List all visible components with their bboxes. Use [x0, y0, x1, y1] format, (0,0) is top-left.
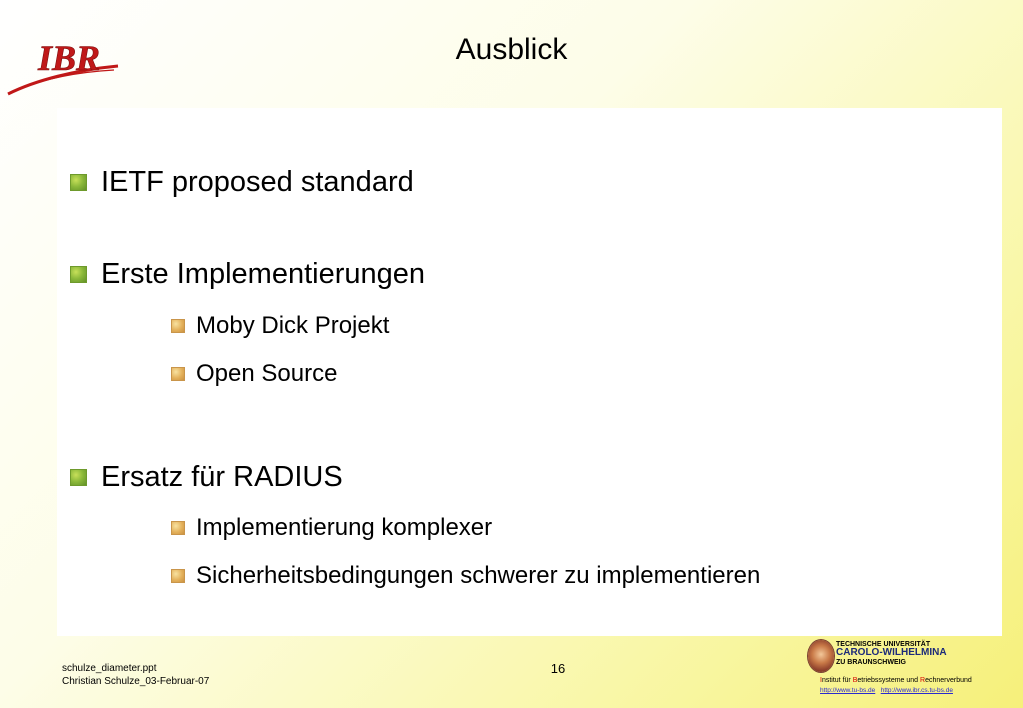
footer-filename: schulze_diameter.ppt	[62, 663, 157, 674]
sub-bullet-item	[171, 312, 389, 340]
sub-bullet-item	[171, 562, 760, 590]
footer-links	[820, 687, 953, 694]
tu-bs-link[interactable]: http://www.tu-bs.de	[820, 687, 876, 694]
square-bullet-icon	[70, 469, 87, 486]
university-line2: CAROLO-WILHELMINA	[836, 647, 947, 659]
footer-author-date: Christian Schulze_03-Februar-07	[62, 676, 210, 687]
bullet-text: Erste Implementierungen	[101, 258, 425, 290]
square-bullet-icon	[70, 174, 87, 191]
square-bullet-icon	[171, 367, 185, 381]
bullet-text: Moby Dick Projekt	[196, 312, 390, 339]
sub-bullet-item	[171, 360, 337, 388]
bullet-text: Ersatz für RADIUS	[101, 461, 343, 493]
university-name	[836, 641, 947, 666]
sub-bullet-item	[171, 514, 492, 542]
footer-info	[62, 662, 209, 688]
page-number: 16	[550, 661, 566, 676]
ibr-link[interactable]: http://www.ibr.cs.tu-bs.de	[880, 687, 953, 694]
square-bullet-icon	[171, 521, 185, 535]
bullet-item	[70, 166, 414, 199]
bullet-item	[70, 461, 343, 494]
bullet-text: Implementierung komplexer	[196, 514, 493, 541]
content-panel	[57, 108, 1002, 636]
university-line3: ZU BRAUNSCHWEIG	[836, 658, 906, 666]
square-bullet-icon	[70, 266, 87, 283]
bullet-text: IETF proposed standard	[101, 166, 414, 198]
university-seal-icon	[808, 640, 834, 672]
slide-title: Ausblick	[455, 33, 568, 66]
svg-text:IBR: IBR	[38, 38, 101, 78]
square-bullet-icon	[171, 319, 185, 333]
bullet-text: Sicherheitsbedingungen schwerer zu implementieren	[196, 562, 761, 589]
university-line1: TECHNISCHE UNIVERSITÄT	[836, 641, 931, 648]
bullet-text: Open Source	[196, 360, 338, 387]
square-bullet-icon	[171, 569, 185, 583]
institute-name: Institut für Betriebssysteme und Rechnerverbund	[820, 677, 972, 684]
bullet-item	[70, 258, 425, 291]
